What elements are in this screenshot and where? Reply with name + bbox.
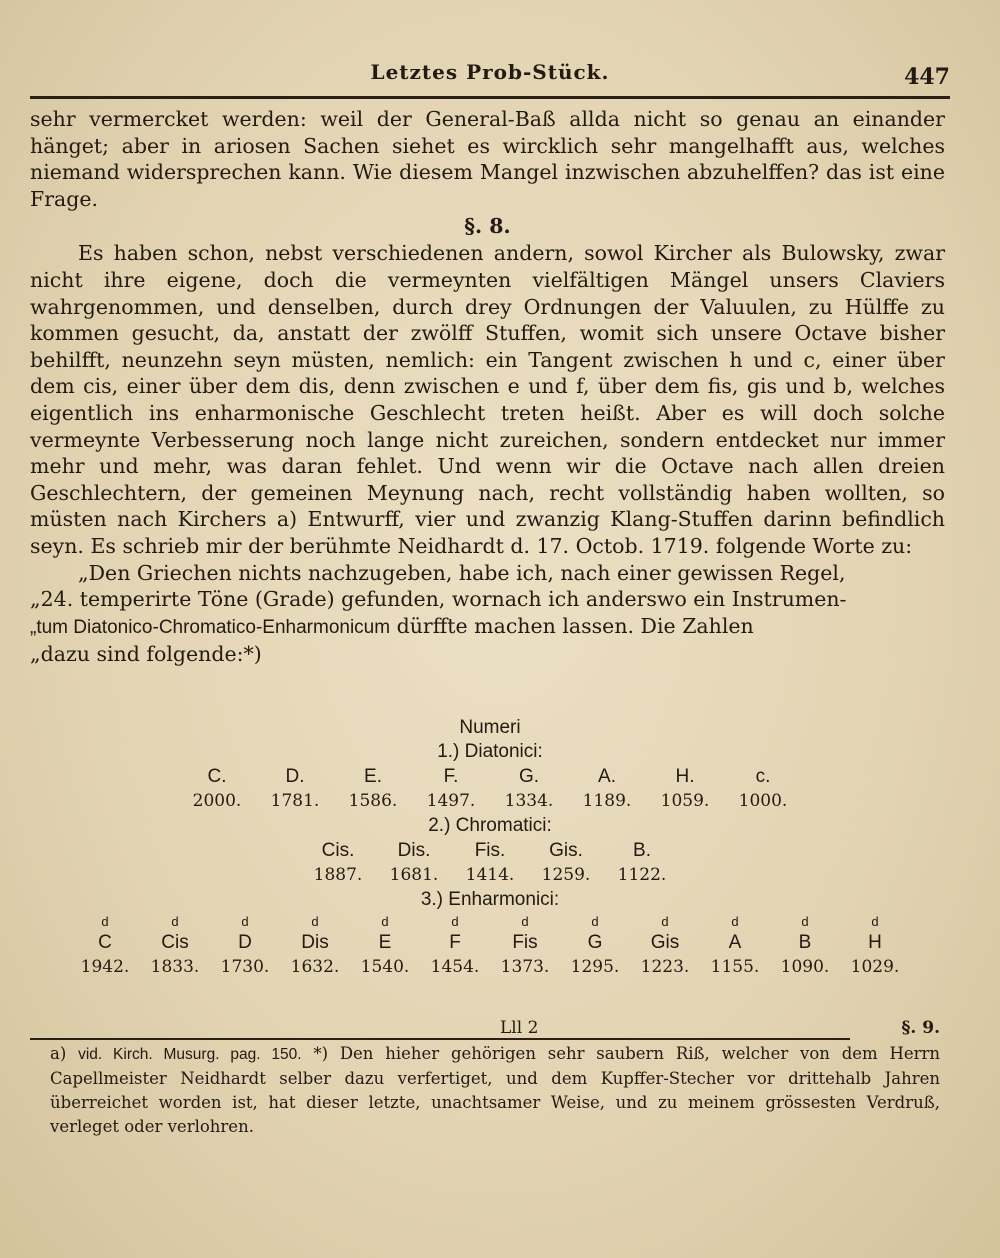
footnote-a-marker: a): [50, 1044, 67, 1063]
footnote-star-marker: *): [313, 1044, 329, 1063]
enharmonic-mark: d: [591, 914, 599, 929]
note-value: 1781.: [270, 791, 320, 811]
note-value: 1497.: [426, 791, 476, 811]
note-value: 1259.: [541, 865, 591, 885]
enharmonic-values-row: [60, 955, 920, 980]
enharmonic-mark: d: [871, 914, 879, 929]
note-value: 1632.: [290, 957, 340, 977]
catchword: §. 9.: [901, 1018, 940, 1038]
note-name: Dis: [301, 932, 329, 953]
quote-line-3-rest: dürffte machen lassen. Die Zahlen: [390, 613, 754, 638]
note-name: B: [798, 932, 812, 953]
note-name: C: [98, 932, 112, 953]
footnote-star-text: Den hieher gehörigen sehr saubern Riß, welcher von dem Herrn Capellmeister Neidhardt selber dazu verfertiget, und dem Kupffer-Stecher vor drittehalb Jahren überreichet worden ist, hat dieser letzte, unachtsamer Weise, und zu meinem grössesten Verdruß, verleget oder verlohren.: [50, 1044, 941, 1136]
enharmonic-mark: d: [451, 914, 459, 929]
note-name: G.: [518, 766, 540, 787]
enharmonic-mark: d: [801, 914, 809, 929]
note-name: E.: [364, 766, 382, 787]
paragraph-continuation: sehr vermercket werden: weil der General-Baß allda nicht so genau an einander hänget; aber in ariosen Sachen siehet es wircklich sehr mangelhafft aus, welches niemand widersprechen kann. Wie diesem Mangel inzwischen abzuhelffen? das ist eine Frage.: [30, 107, 945, 211]
note-value: 1681.: [389, 865, 439, 885]
section-number: §. 8.: [464, 214, 511, 239]
note-value: 1730.: [220, 957, 270, 977]
diatonic-notes-row: [60, 764, 920, 789]
enharmonic-marks-row: [60, 916, 920, 930]
note-name: c.: [755, 766, 771, 787]
note-value: 1586.: [348, 791, 398, 811]
note-value: 1540.: [360, 957, 410, 977]
signature-line: [30, 1018, 950, 1040]
enharmonic-notes-row: [60, 930, 920, 955]
note-name: A.: [598, 766, 616, 787]
enharmonic-mark: d: [101, 914, 109, 929]
note-name: G: [587, 932, 603, 953]
page-number: 447: [904, 64, 950, 90]
chromatic-notes-row: [60, 838, 920, 863]
note-value: 1223.: [640, 957, 690, 977]
note-name: H: [868, 932, 882, 953]
footnotes: [50, 1042, 940, 1139]
diatonic-values-row: [60, 789, 920, 814]
note-name: D: [238, 932, 252, 953]
diatonic-heading: 1.) Diatonici:: [437, 741, 543, 762]
note-name: Gis: [650, 932, 680, 953]
note-value: 1029.: [850, 957, 900, 977]
footnote-rule: [30, 1038, 850, 1040]
enharmonic-mark: d: [521, 914, 529, 929]
note-name: Gis.: [549, 840, 583, 861]
note-name: A: [728, 932, 742, 953]
note-value: 1295.: [570, 957, 620, 977]
main-text: [30, 106, 945, 668]
note-name: D.: [285, 766, 305, 787]
note-name: Fis.: [474, 840, 506, 861]
quote-line-4: „dazu sind folgende:*): [30, 642, 262, 667]
numeri-title: Numeri: [459, 717, 521, 738]
note-value: 1454.: [430, 957, 480, 977]
note-name: Dis.: [397, 840, 431, 861]
footnote-a-text: vid. Kirch. Musurg. pag. 150.: [78, 1046, 302, 1063]
enharmonic-mark: d: [171, 914, 179, 929]
running-title: Letztes Prob-Stück.: [370, 60, 610, 84]
note-name: B.: [633, 840, 651, 861]
note-value: 1155.: [710, 957, 760, 977]
note-name: H.: [675, 766, 695, 787]
note-value: 1373.: [500, 957, 550, 977]
header-rule: [30, 96, 950, 99]
quote-line-1: „Den Griechen nichts nachzugeben, habe ich, nach einer gewissen Regel,: [78, 560, 846, 585]
enharmonic-mark: d: [241, 914, 249, 929]
numeri-table: [60, 716, 920, 980]
note-value: 1090.: [780, 957, 830, 977]
enharmonic-mark: d: [381, 914, 389, 929]
note-name: Cis: [161, 932, 189, 953]
signature-mark: Lll 2: [500, 1018, 539, 1038]
enharmonic-heading: 3.) Enharmonici:: [420, 889, 560, 910]
enharmonic-mark: d: [661, 914, 669, 929]
note-value: 1059.: [660, 791, 710, 811]
note-name: Fis: [512, 932, 538, 953]
note-value: 1833.: [150, 957, 200, 977]
note-value: 1887.: [313, 865, 363, 885]
chromatic-heading: 2.) Chromatici:: [428, 815, 552, 836]
note-value: 2000.: [192, 791, 242, 811]
note-name: C.: [207, 766, 227, 787]
enharmonic-mark: d: [731, 914, 739, 929]
note-value: 1942.: [80, 957, 130, 977]
note-name: F: [449, 932, 461, 953]
note-value: 1000.: [738, 791, 788, 811]
note-name: E: [378, 932, 392, 953]
quote-latin-term: „tum Diatonico-Chromatico-Enharmonicum: [30, 616, 391, 638]
paragraph-section-8: Es haben schon, nebst verschiedenen andern, sowol Kircher als Bulowsky, zwar nicht ihre eigene, doch die vermeynten vielfältigen Mängel unsers Claviers wahrgenommen, und denselben, durch drey Ordnungen der Valuulen, zu Hülffe zu kommen gesucht, da, anstatt der zwölff Stuffen, womit sich unsere Octave bisher behilfft, neunzehn seyn müsten, nemlich: ein Tangent zwischen h und c, einer über dem cis, einer über dem dis, denn zwischen e und f, über dem fis, gis und b, welches eigentlich ins enharmonische Geschlecht treten heißt. Aber es will doch solche vermeynte Verbesserung noch lange nicht zureichen, sondern entdecket nur immer mehr und mehr, was daran fehlet. Und wenn wir die Octave nach allen dreien Geschlechtern, der gemeinen Meynung nach, recht vollständig haben wollten, so müsten nach Kirchers a) Entwurff, vier und zwanzig Klang-Stuffen darinn befindlich seyn. Es schrieb mir der berühmte Neidhardt d. 17. Octob. 1719. folgende Worte zu:: [30, 241, 945, 558]
note-value: 1414.: [465, 865, 515, 885]
note-name: F.: [443, 766, 459, 787]
quote-line-2: „24. temperirte Töne (Grade) gefunden, wornach ich anderswo ein Instrumen-: [30, 587, 847, 612]
note-value: 1122.: [617, 865, 667, 885]
note-value: 1189.: [582, 791, 632, 811]
running-header: [30, 56, 950, 96]
enharmonic-mark: d: [311, 914, 319, 929]
chromatic-values-row: [60, 863, 920, 888]
quote-line-3: [30, 613, 945, 642]
note-name: Cis.: [321, 840, 355, 861]
note-value: 1334.: [504, 791, 554, 811]
